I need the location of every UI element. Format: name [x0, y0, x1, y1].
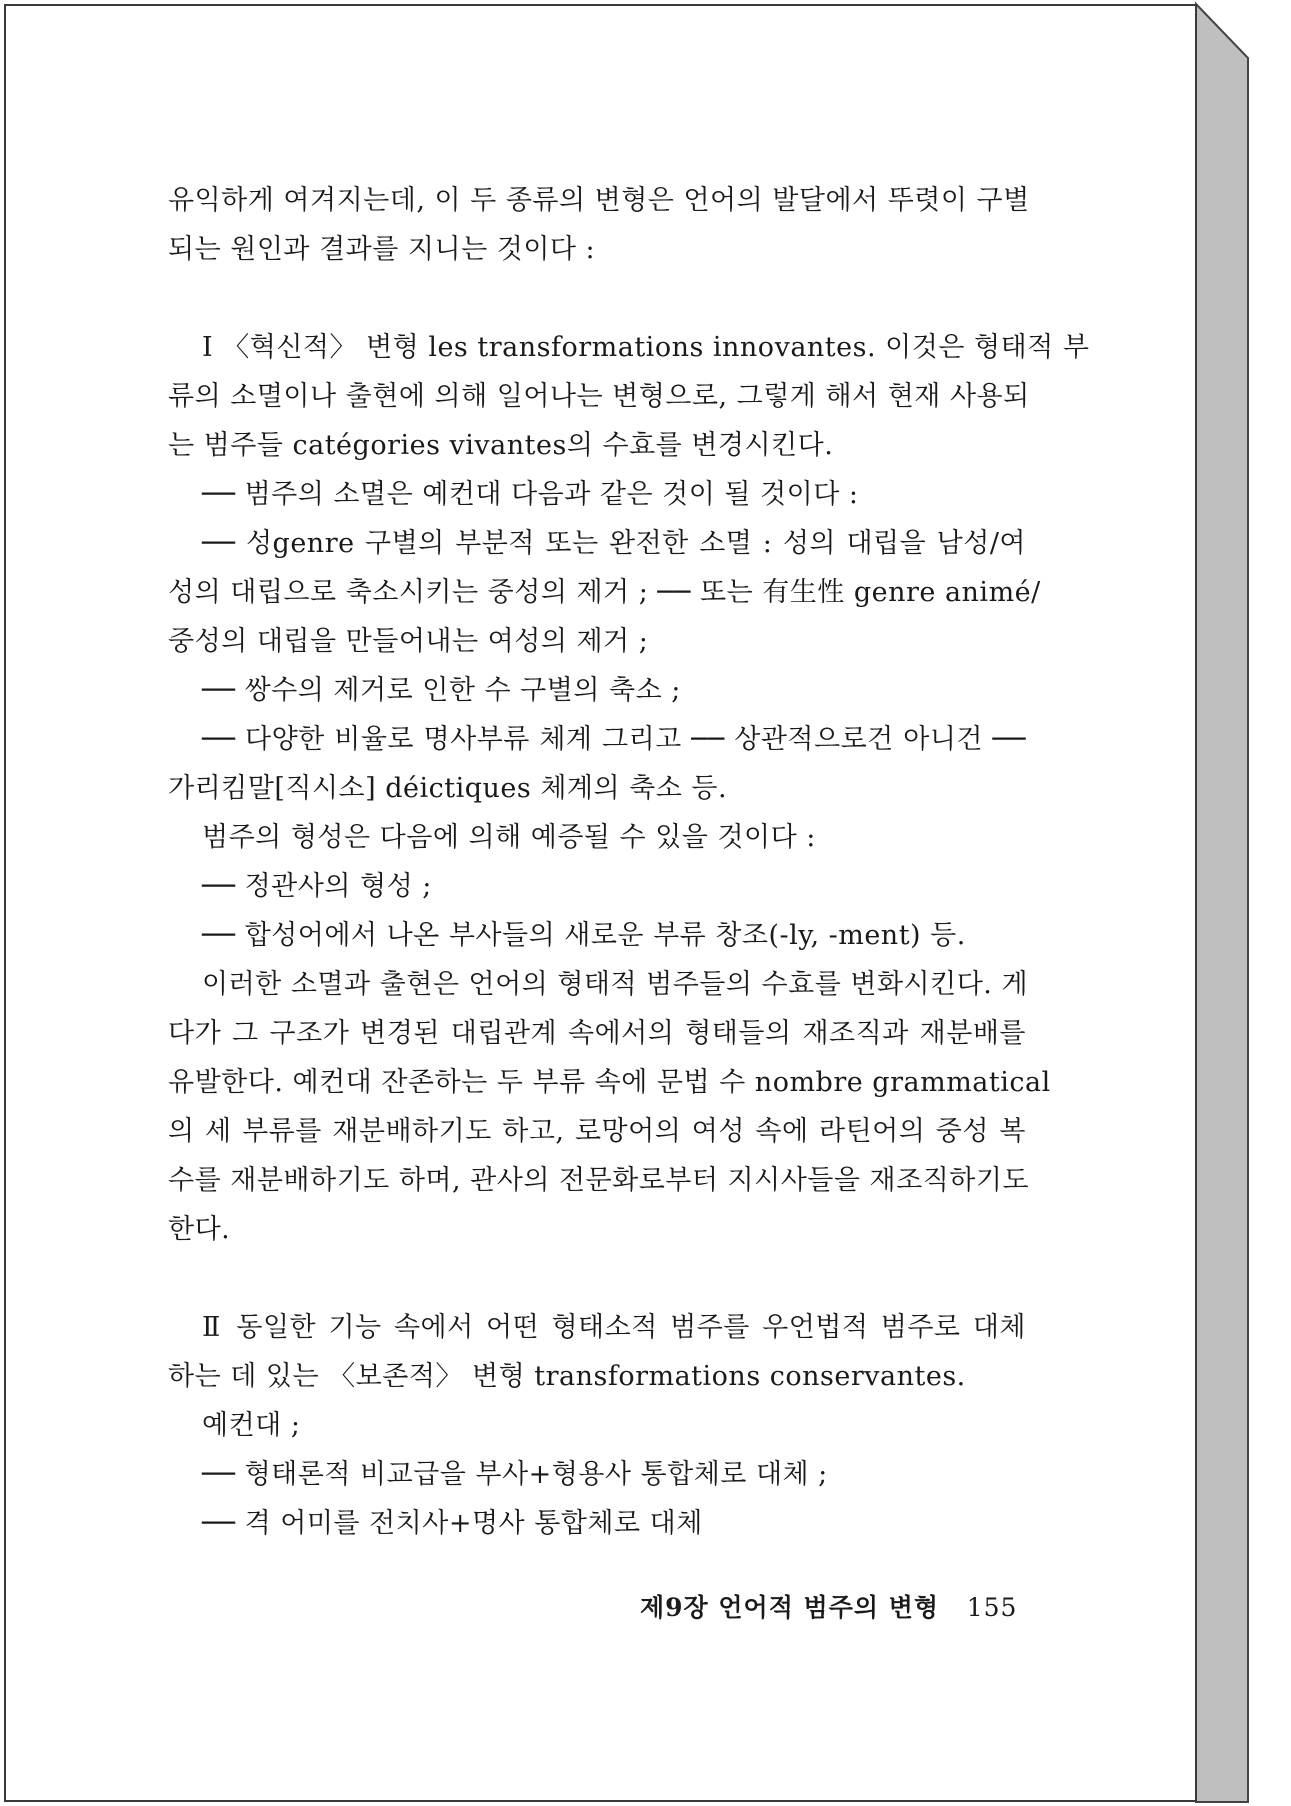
dash-item: ── 성genre 구별의 부분적 또는 완전한 소멸 : 성의 대립을 남성/여	[202, 528, 1026, 559]
text-line: 성의 대립으로 축소시키는 중성의 제거 ; ── 또는 有生性 genre animé/	[168, 577, 1041, 608]
section-heading-line: Ⅱ 동일한 기능 속에서 어떤 형태소적 범주를 우언법적 범주로 대체	[202, 1312, 1026, 1343]
chapter-title: 제9장 언어적 범주의 변형	[640, 1593, 940, 1622]
text-line: 되는 원인과 결과를 지니는 것이다 :	[168, 234, 596, 265]
dash-item: ── 격 어미를 전치사+명사 통합체로 대체	[202, 1508, 703, 1539]
page-body	[168, 176, 1090, 1548]
text-line: 한다.	[168, 1214, 231, 1245]
dash-item: ── 정관사의 형성 ;	[202, 871, 432, 902]
dash-item: ── 형태론적 비교급을 부사+형용사 통합체로 대체 ;	[202, 1459, 828, 1490]
text-line: 는 범주들 catégories vivantes의 수효를 변경시킨다.	[168, 430, 834, 461]
text-line: 범주의 형성은 다음에 의해 예증될 수 있을 것이다 :	[202, 822, 816, 853]
page-number: 155	[966, 1593, 1018, 1622]
text-line: 하는 데 있는 〈보존적〉 변형 transformations conservantes.	[168, 1361, 966, 1392]
text-line: 예컨대 ;	[202, 1410, 301, 1441]
dash-item: ── 쌍수의 제거로 인한 수 구별의 축소 ;	[202, 675, 681, 706]
text-line: 중성의 대립을 만들어내는 여성의 제거 ;	[168, 626, 649, 657]
paragraph-gap	[168, 274, 1026, 323]
text-line: 류의 소멸이나 출현에 의해 일어나는 변형으로, 그렇게 해서 현재 사용되	[168, 381, 1030, 412]
text-line: 다가 그 구조가 변경된 대립관계 속에서의 형태들의 재조직과 재분배를	[168, 1018, 1026, 1049]
dash-item: ── 다양한 비율로 명사부류 체계 그리고 ── 상관적으로건 아니건 ──	[202, 724, 1026, 755]
text-line: 의 세 부류를 재분배하기도 하고, 로망어의 여성 속에 라틴어의 중성 복	[168, 1116, 1026, 1147]
section-heading-line: Ⅰ 〈혁신적〉 변형 les transformations innovantes. 이것은 형태적 부	[202, 332, 1090, 363]
text-line: 수를 재분배하기도 하며, 관사의 전문화로부터 지시사들을 재조직하기도	[168, 1165, 1030, 1196]
dash-item: ── 합성어에서 나온 부사들의 새로운 부류 창조(-ly, -ment) 등.	[202, 920, 966, 951]
text-line: 가리킴말[직시소] déictiques 체계의 축소 등.	[168, 773, 728, 804]
text-line: 유발한다. 예컨대 잔존하는 두 부류 속에 문법 수 nombre grammatical	[168, 1067, 1051, 1098]
running-footer	[640, 1588, 1017, 1624]
dash-item: ── 범주의 소멸은 예컨대 다음과 같은 것이 될 것이다 :	[202, 479, 859, 510]
paragraph-gap	[168, 1254, 1026, 1303]
text-line: 유익하게 여겨지는데, 이 두 종류의 변형은 언어의 발달에서 뚜렷이 구별	[168, 185, 1030, 216]
text-line: 이러한 소멸과 출현은 언어의 형태적 범주들의 수효를 변화시킨다. 게	[202, 969, 1029, 1000]
